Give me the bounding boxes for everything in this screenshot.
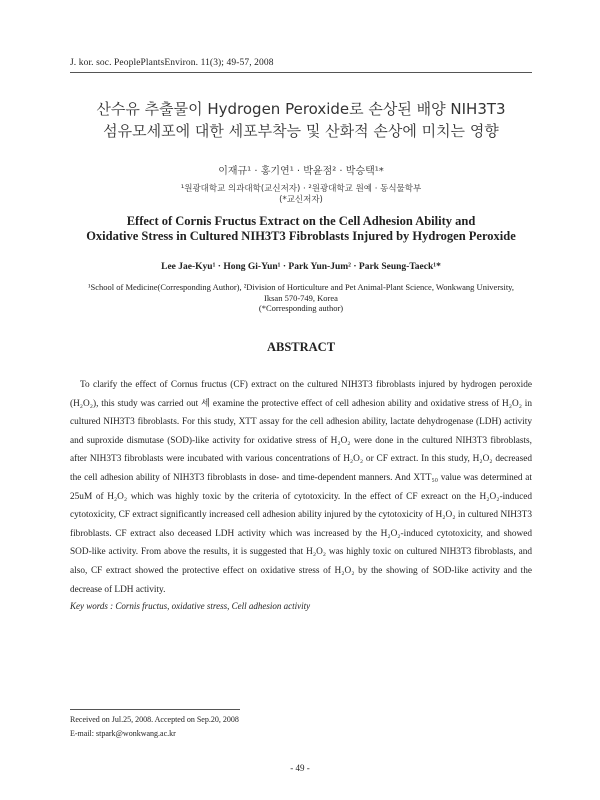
korean-title-line-1: 산수유 추출물이 Hydrogen Peroxide로 손상된 배양 NIH3T3	[96, 100, 506, 118]
korean-title-line-2: 섬유모세포에 대한 세포부착능 및 산화적 손상에 미치는 영향	[103, 122, 499, 140]
received-date: Received on Jul.25, 2008. Accepted on Sep.20, 2008	[70, 715, 239, 724]
keywords: Key words : Cornis fructus, oxidative stress, Cell adhesion activity	[70, 601, 311, 611]
korean-affiliation-line-1: ¹원광대학교 의과대학(교신저자) · ²원광대학교 원예 · 동식물학부	[180, 184, 422, 194]
english-affiliations	[70, 282, 532, 314]
header-rule	[70, 72, 532, 73]
korean-title	[70, 98, 532, 142]
english-title-line-2: Oxidative Stress in Cultured NIH3T3 Fibroblasts Injured by Hydrogen Peroxide	[86, 229, 516, 243]
journal-citation: J. kor. soc. PeoplePlantsEnviron. 11(3); 49-57, 2008	[70, 58, 274, 68]
english-title-line-1: Effect of Cornis Fructus Extract on the Cell Adhesion Ability and	[126, 214, 476, 228]
page-number: - 49 -	[290, 763, 310, 773]
korean-affiliation-line-2: (*교신저자)	[279, 195, 323, 205]
abstract-body: To clarify the effect of Cornus fructus (CF) extract on the cultured NIH3T3 fibroblasts injured by hydrogen peroxide (H₂O₂), this study was carried out 세 examine the protective effect of cell adhesion ability and oxidative stress of H₂O₂ in cultured NIH3T3 fibroblasts. For this study, XTT assay for the cell adhesion ability, lactate dehydrogenase (LDH) activity and suproxide dismutase (SOD)-like activity for oxidative stress of H₂O₂ were done in the cultured NIH3T3 fibroblasts, after NIH3T3 fibroblasts were incubated with various concentrations of H₂O₂ or CF extract. In this study, H₂O₂ decreased the cell adhesion ability of NIH3T3 fibroblasts in dose- and time-dependent manners. And XTT₅₀ value was determined at 25uM of H₂O₂ which was highly toxic by the criteria of cytotoxicity. In the effect of CF exreact on the H₂O₂-induced cytotoxicity, CF extract significantly increased cell adhesion ability injured by the cytotoxicity of H₂O₂ in cultured NIH3T3 fibroblasts. CF extract also deceased LDH activity which was increased by the H₂O₂-induced cytotoxicity, and showed SOD-like activity. From above the results, it is suggested that H₂O₂ was highly toxic on cultured NIH3T3 fibroblasts, and also, CF extract showed the protective effect on oxidative stress of H₂O₂ by the showing of SOD-like activity and the decrease of LDH activity.	[70, 380, 532, 595]
korean-affiliations	[70, 184, 532, 206]
english-affiliation-line-3: (*Corresponding author)	[258, 303, 344, 313]
english-affiliation-line-2: Iksan 570-749, Korea	[264, 292, 338, 303]
footnotes	[70, 713, 239, 741]
abstract-heading: ABSTRACT	[266, 340, 336, 354]
footnote-rule	[70, 709, 240, 710]
english-affiliation-line-1: ¹School of Medicine(Corresponding Author), ²Division of Horticulture and Pet Animal-Plant Science, Wonkwang University,	[87, 282, 515, 292]
english-authors: Lee Jae-Kyu¹ · Hong Gi-Yun¹ · Park Yun-Jum² · Park Seung-Taeck¹*	[161, 262, 441, 272]
korean-authors: 이재규¹ · 홍기연¹ · 박윤점² · 박승택¹*	[218, 166, 384, 177]
english-title	[60, 214, 542, 244]
author-email: E-mail: stpark@wonkwang.ac.kr	[70, 729, 176, 738]
